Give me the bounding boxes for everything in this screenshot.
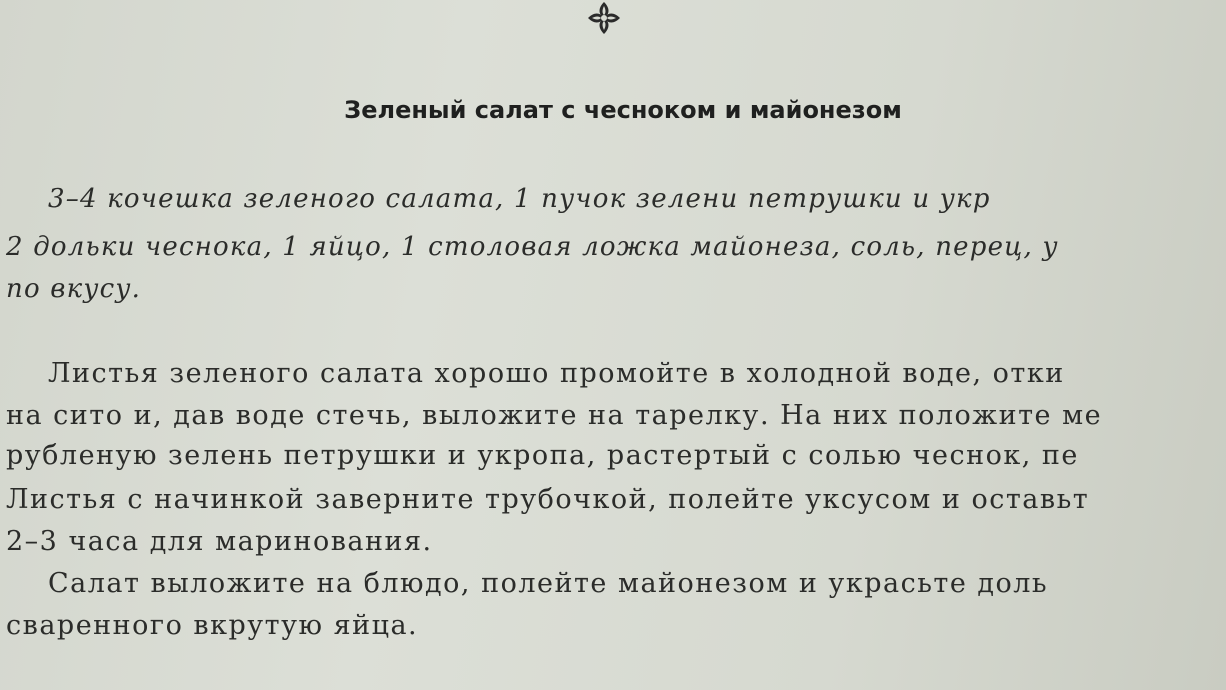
paragraph1-line-2: на сито и, дав воде стечь, выложите на тарелку. На них положите ме bbox=[6, 400, 1103, 431]
paragraph1-line-3: рубленую зелень петрушки и укропа, растертый с солью чеснок, пе bbox=[6, 440, 1079, 471]
paragraph1-line-4: Листья с начинкой заверните трубочкой, полейте уксусом и оставьт bbox=[6, 484, 1090, 515]
paragraph2-line-1: Салат выложите на блюдо, полейте майонезом и украсьте доль bbox=[48, 568, 1049, 599]
paragraph1-line-1: Листья зеленого салата хорошо промойте в холодной воде, отки bbox=[48, 358, 1065, 389]
ingredients-line-2: 2 дольки чеснока, 1 яйцо, 1 столовая ложка майонеза, соль, перец, у bbox=[6, 232, 1059, 262]
recipe-title: Зеленый салат с чесноком и майонезом bbox=[344, 96, 902, 124]
floral-ornament-icon bbox=[586, 0, 622, 36]
paragraph1-line-5: 2–3 часа для маринования. bbox=[6, 526, 433, 557]
ingredients-line-3: по вкусу. bbox=[6, 274, 142, 304]
ingredients-line-1: 3–4 кочешка зеленого салата, 1 пучок зелени петрушки и укр bbox=[48, 184, 991, 214]
paragraph2-line-2: сваренного вкрутую яйца. bbox=[6, 610, 419, 641]
